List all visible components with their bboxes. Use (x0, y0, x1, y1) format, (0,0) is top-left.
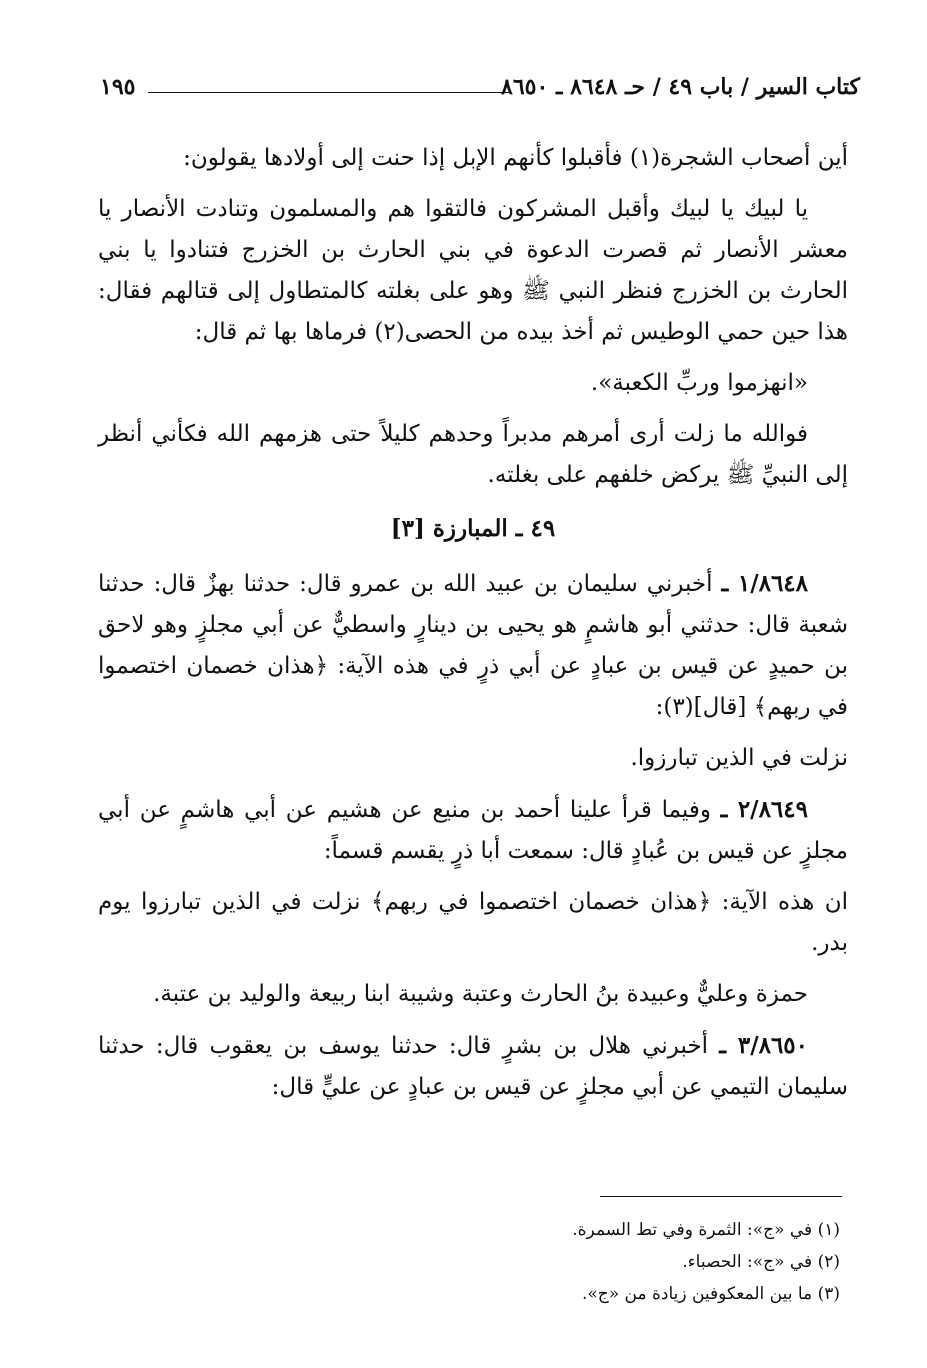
hadith-number: ١/٨٦٤٨ ـ (721, 570, 809, 597)
hadith-text: وفيما قرأ علينا أحمد بن منيع عن هشيم عن أبي هاشمٍ عن أبي مجلزٍ عن قيس بن عُبادٍ قال: سمعت أبا ذرٍ يقسم قسماً: (98, 797, 848, 864)
paragraph-4: فوالله ما زلت أرى أمرهم مدبراً وحدهم كليلاً حتى هزمهم الله فكأني أنظر إلى النبيِّ ﷺ يركض خلفهم على بغلته. (98, 421, 848, 488)
footnote-2: (٢) في «ج»: الحصباء. (682, 1252, 840, 1272)
header-rule (148, 92, 510, 93)
page-number: ١٩٥ (100, 74, 136, 100)
footnote-rule (600, 1196, 842, 1197)
hadith-number: ٣/٨٦٥٠ ـ (719, 1032, 809, 1059)
footnote-3: (٣) ما بين المعكوفين زيادة من «ج». (581, 1284, 840, 1304)
hadith-8650 (98, 1025, 848, 1108)
hadith-8649 (98, 789, 848, 872)
hadith-8649-continuation: ان هذه الآية: ﴿هذان خصمان اختصموا في ربهم﴾ نزلت في الذين تبارزوا يوم بدر. (98, 889, 848, 956)
section-heading: ٤٩ ـ المبارزة [٣] (390, 515, 556, 542)
hadith-8648-conclusion: نزلت في الذين تبارزوا. (630, 745, 848, 771)
footnotes (380, 1214, 840, 1310)
hadith-number: ٢/٨٦٤٩ ـ (720, 796, 808, 823)
main-text (98, 138, 848, 1118)
footnote-1: (١) في «ج»: الثمرة وفي تط السمرة. (572, 1220, 840, 1240)
hadith-8649-names: حمزة وعليٌّ وعبيدة بنُ الحارث وعتبة وشيبة ابنا ربيعة والوليد بن عتبة. (153, 981, 808, 1007)
paragraph-1: أين أصحاب الشجرة(١) فأقبلوا كأنهم الإبل إذا حنت إلى أولادها يقولون: (183, 145, 848, 171)
hadith-text: أخبرني سليمان بن عبيد الله بن عمرو قال: حدثنا بهزٌ قال: حدثنا شعبة قال: حدثني أبو هاشمٍ هو يحيى بن دينارٍ واسطيٌّ عن أبي مجلزٍ وهو لاحق بن حميدٍ عن قيس بن عبادٍ عن أبي ذرٍ في هذه الآية: ﴿هذان خصمان اختصموا في ربهم﴾ [قال](٣): (98, 571, 848, 720)
running-title: كتاب السير / باب ٤٩ / حـ ٨٦٤٨ ـ ٨٦٥٠ (501, 74, 860, 100)
paragraph-2: يا لبيك يا لبيك وأقبل المشركون فالتقوا هم والمسلمون وتنادت الأنصار يا معشر الأنصار ثم قصرت الدعوة في بني الحارث بن الخزرج فتنادوا يا بني الحارث بن الخزرج فنظر النبي ﷺ وهو على بغلته كالمتطاول إلى قتالهم فقال: هذا حين حمي الوطيس ثم أخذ بيده من الحصى(٢) فرماها بها ثم قال: (98, 196, 848, 345)
hadith-8648 (98, 563, 848, 728)
paragraph-3: «انهزموا وربِّ الكعبة». (590, 370, 808, 396)
hadith-text: أخبرني هلال بن بشرٍ قال: حدثنا يوسف بن يعقوب قال: حدثنا سليمان التيمي عن أبي مجلزٍ عن قيس بن عبادٍ عن عليٍّ قال: (98, 1033, 848, 1100)
page-header (100, 70, 860, 110)
